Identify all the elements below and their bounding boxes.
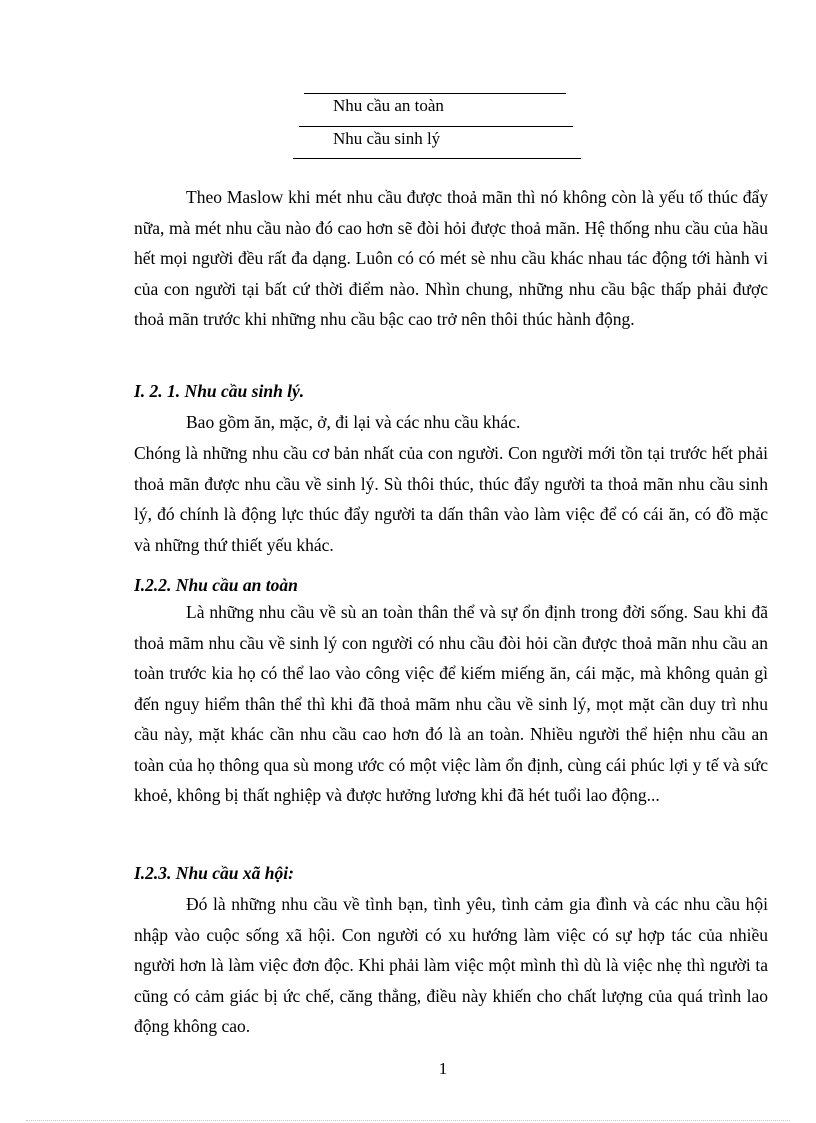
section-body-safety: Là những nhu cầu về sù an toàn thân thể và sự ổn định trong đời sống. Sau khi đã thoả mãm nhu cầu về sinh lý con người có nhu cầu đòi hỏi cần được thoả mãn nhu cầu an toàn trước kia họ có thể lao vào công việc để kiếm miếng ăn, cái mặc, mà không quản gì đến nguy hiểm thân thể thì khi đã thoả mãm nhu cầu về sinh lý, mọt mặt cần duy trì nhu cầu này, mặt khác cần nhu cầu cao hơn đó là an toàn. Nhiều người thể hiện nhu cầu an toàn của họ thông qua sù mong ước có một việc làm ổn định, cùng cái phúc lợi y tế và sức khoẻ, không bị thất nghiệp và được hưởng lương khi đã hét tuổi lao động...	[134, 602, 768, 805]
section-heading-safety: I.2.2. Nhu cầu an toàn	[134, 575, 298, 595]
pyramid-level-safety: Nhu cầu an toàn	[333, 96, 444, 115]
section-heading-social: I.2.3. Nhu cầu xã hội:	[134, 863, 294, 883]
pyramid-line-3	[293, 158, 581, 159]
page-bottom-border	[26, 1120, 790, 1121]
pyramid-level-physiological: Nhu cầu sinh lý	[333, 129, 441, 148]
section-body-social: Đó là những nhu cầu về tình bạn, tình yêu, tình cảm gia đình và các nhu cầu hội nhập vào cuộc sống xã hội. Con người có xu hướng làm việc có sự hợp tác của nhiều người hơn là làm việc đơn độc. Khi phải làm việc một mình thì dù là việc nhẹ thì người ta cũng có cảm giác bị ức chế, căng thẳng, điều này khiến cho chất lượng của quá trình lao động không cao.	[134, 894, 768, 1036]
pyramid-line-2	[299, 126, 573, 127]
intro-paragraph: Theo Maslow khi mét nhu cầu được thoả mãn thì nó không còn là yếu tố thúc đẩy nữa, mà mét nhu cầu nào đó cao hơn sẽ đòi hỏi được thoả mãn. Hệ thống nhu cầu của hầu hết mọi người đều rất đa dạng. Luôn có có mét sè nhu cầu khác nhau tác động tới hành vi của con người tại bất cứ thời điểm nào. Nhìn chung, những nhu cầu bậc thấp phải được thoả mãn trước khi những nhu cầu bậc cao trở nên thôi thúc hành động.	[134, 187, 768, 329]
section-lead-physiological: Bao gồm ăn, mặc, ở, đi lại và các nhu cầu khác.	[186, 412, 521, 432]
page-number: 1	[438, 1059, 448, 1078]
section-heading-physiological: I. 2. 1. Nhu cầu sinh lý.	[134, 381, 305, 401]
pyramid-line-1	[304, 93, 566, 94]
section-body-physiological: Chóng là những nhu cầu cơ bản nhất của con người. Con người mới tồn tại trước hết phải thoả mãn được nhu cầu về sinh lý. Sù thôi thúc, thúc đẩy người ta thoả mãn nhu cầu sinh lý, đó chính là động lực thúc đẩy người ta dấn thân vào làm việc để có cái ăn, có đồ mặc và những thứ thiết yếu khác.	[134, 443, 768, 555]
